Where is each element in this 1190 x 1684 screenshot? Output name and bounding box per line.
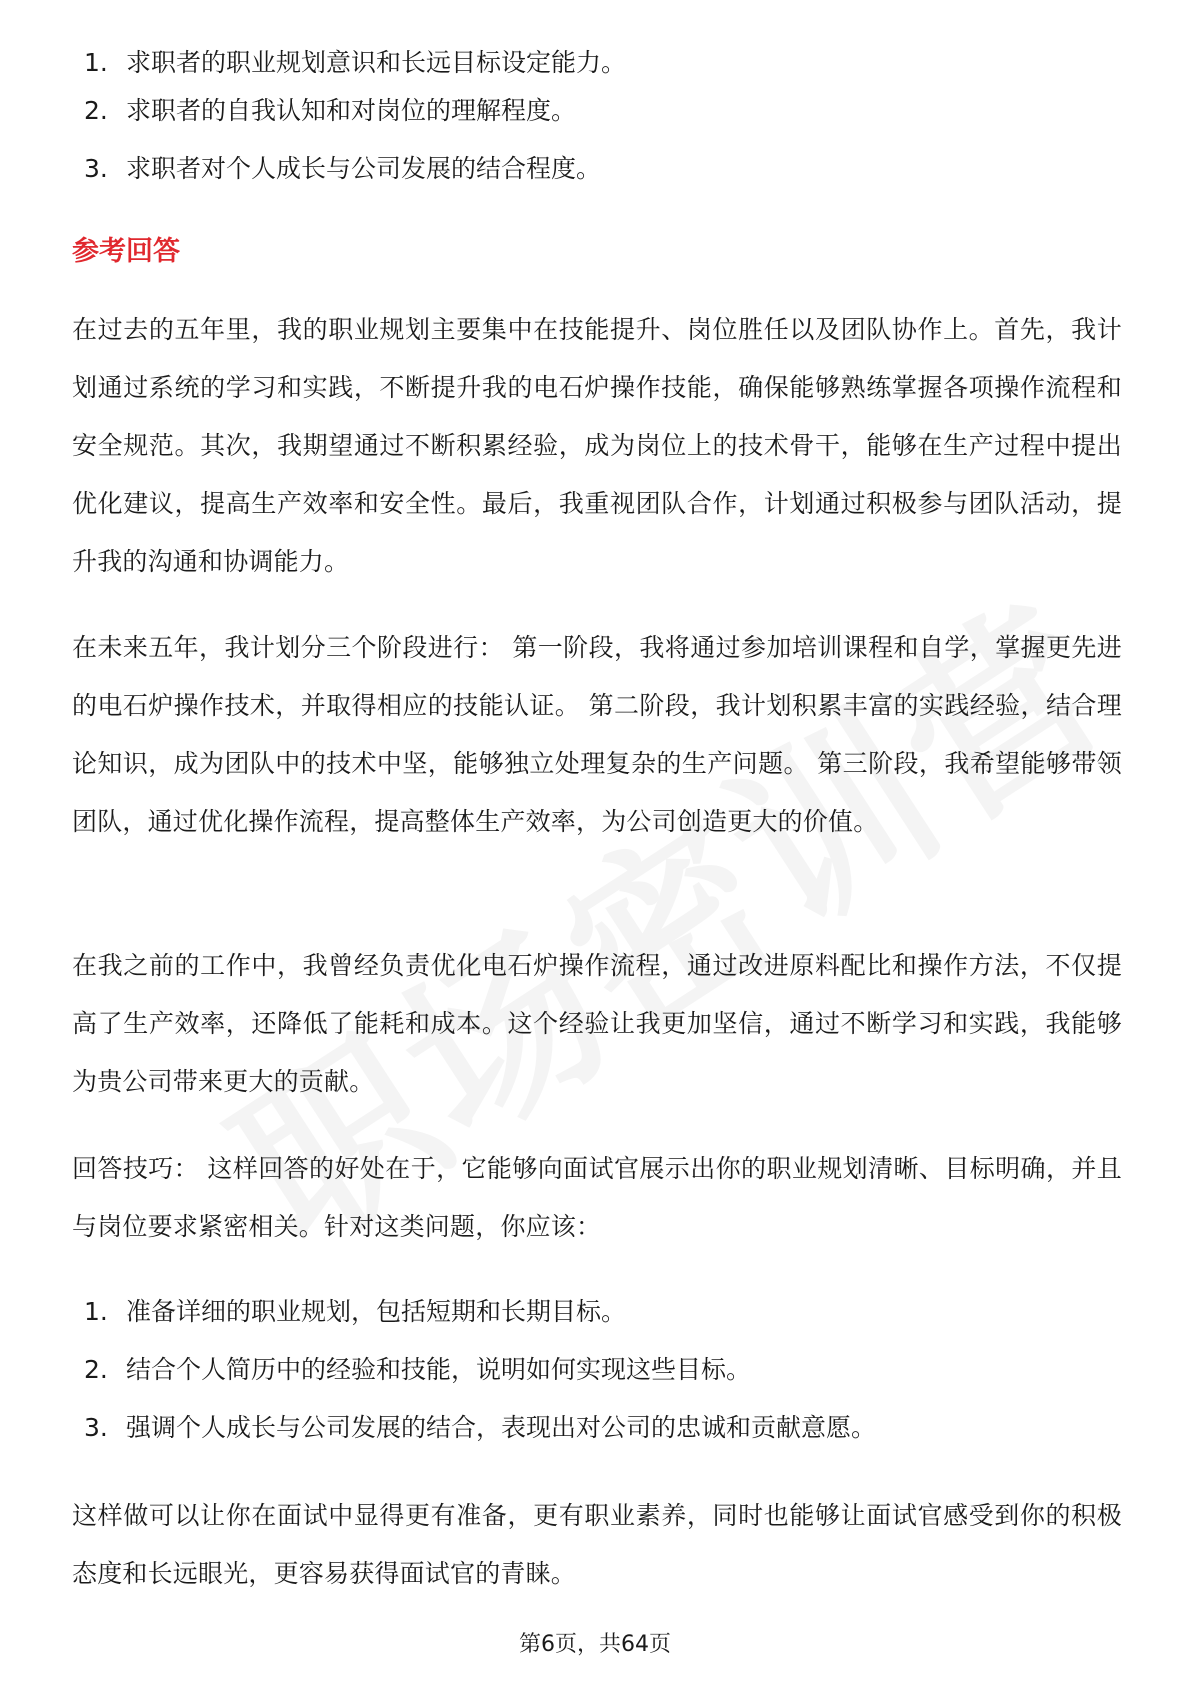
- paragraph-experience: 在我之前的工作中，我曾经负责优化电石炉操作流程，通过改进原料配比和操作方法，不仅提高了生产效率，还降低了能耗和成本。这个经验让我更加坚信，通过不断学习和实践，我能够为贵公司带来更大的贡献。: [72, 951, 1122, 1096]
- paragraph-tips-intro: 回答技巧： 这样回答的好处在于，它能够向面试官展示出你的职业规划清晰、目标明确，并且与岗位要求紧密相关。针对这类问题，你应该：: [72, 1154, 1122, 1241]
- paragraph-conclusion: 这样做可以让你在面试中显得更有准备，更有职业素养，同时也能够让面试官感受到你的积极态度和长远眼光，更容易获得面试官的青睐。: [72, 1501, 1122, 1588]
- list-text: 求职者的职业规划意识和长远目标设定能力。: [126, 48, 627, 77]
- paragraph-past-plan: 在过去的五年里，我的职业规划主要集中在技能提升、岗位胜任以及团队协作上。首先，我计划通过系统的学习和实践，不断提升我的电石炉操作技能，确保能够熟练掌握各项操作流程和安全规范。其次，我期望通过不断积累经验，成为岗位上的技术骨干，能够在生产过程中提出优化建议，提高生产效率和安全性。最后，我重视团队合作，计划通过积极参与团队活动，提升我的沟通和协调能力。: [72, 315, 1122, 576]
- list-text: 求职者的自我认知和对岗位的理解程度。: [126, 96, 577, 125]
- list-number: 3.: [84, 1413, 108, 1442]
- list-item: [84, 1283, 876, 1341]
- list-item: [84, 140, 601, 198]
- list-number: 2.: [84, 96, 108, 125]
- list-text: 强调个人成长与公司发展的结合，表现出对公司的忠诚和贡献意愿。: [126, 1413, 877, 1442]
- top-list-visible: [84, 82, 601, 198]
- page-number: 第6页，共64页: [519, 1632, 671, 1657]
- list-number: 3.: [84, 154, 108, 183]
- list-text: 结合个人简历中的经验和技能，说明如何实现这些目标。: [126, 1355, 752, 1384]
- list-item: [84, 1399, 876, 1457]
- paragraph-future-plan: 在未来五年，我计划分三个阶段进行： 第一阶段，我将通过参加培训课程和自学，掌握更先进的电石炉操作技术，并取得相应的技能认证。 第二阶段，我计划积累丰富的实践经验，结合理论知识，成为团队中的技术中坚，能够独立处理复杂的生产问题。 第三阶段，我希望能够带领团队，通过优化操作流程，提高整体生产效率，为公司创造更大的价值。: [72, 633, 1122, 836]
- list-number: 1.: [84, 1297, 108, 1326]
- list-text: 求职者对个人成长与公司发展的结合程度。: [126, 154, 602, 183]
- top-list-clip: [0, 0, 1190, 77]
- list-item: [84, 1341, 876, 1399]
- list-text: 准备详细的职业规划，包括短期和长期目标。: [126, 1297, 627, 1326]
- tips-list: [84, 1283, 876, 1457]
- list-number: 1.: [84, 48, 108, 77]
- list-number: 2.: [84, 1355, 108, 1384]
- list-item: [84, 82, 601, 140]
- section-heading: 参考回答: [72, 236, 180, 267]
